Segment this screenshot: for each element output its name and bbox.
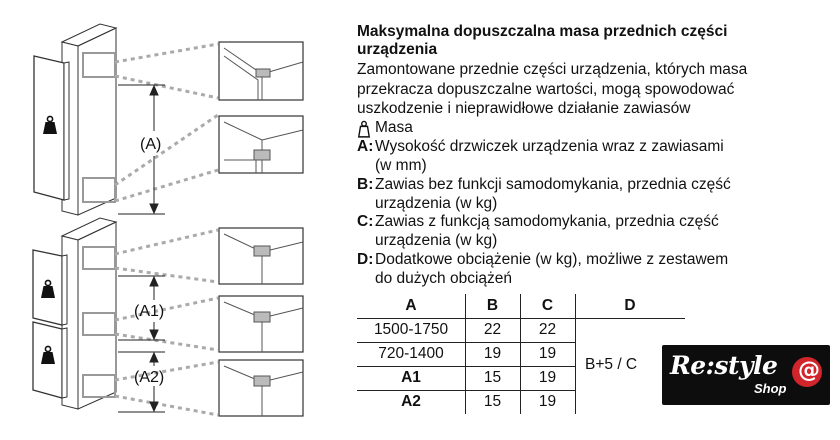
weight-icon	[357, 120, 371, 138]
legend-text: urządzenia (w kg)	[375, 231, 498, 249]
legend-text: (w mm)	[375, 156, 427, 174]
table-cell: 19	[538, 393, 557, 410]
table-cell-d-value: B+5 / C	[585, 356, 638, 373]
table-cell: 19	[538, 345, 557, 362]
legend-key: C:	[357, 213, 374, 230]
legend-text: Zawias bez funkcji samodomykania, przednia część	[375, 176, 731, 193]
heading-line: Maksymalna dopuszczalna masa przednich części	[357, 23, 728, 40]
lower-appliance	[33, 218, 116, 409]
dimension-a-label: (A)	[140, 136, 162, 153]
dimension-a1-label: (A1)	[134, 303, 165, 320]
logo-text: Re:style	[670, 351, 778, 380]
restyle-shop-logo	[662, 345, 830, 405]
intro-line: przekracza dopuszczalne wartości, mogą spowodować	[357, 80, 735, 98]
legend-text: Masa	[375, 119, 413, 136]
heading-line: urządzenia	[357, 41, 438, 58]
upper-appliance	[34, 24, 116, 215]
installation-diagram	[0, 0, 350, 440]
table-cell: 720-1400	[378, 345, 444, 362]
intro-line: Zamontowane przednie części urządzenia, których masa	[357, 61, 748, 78]
table-cell: A2	[401, 393, 421, 410]
table-header-a: A	[405, 297, 417, 314]
table-cell: A1	[401, 369, 421, 386]
table-cell: 22	[483, 321, 502, 338]
legend-text: Wysokość drzwiczek urządzenia wraz z zawiasami	[375, 138, 724, 155]
table-cell: 19	[538, 369, 557, 386]
table-cell: 15	[483, 369, 502, 386]
dimension-a2-label: (A2)	[134, 369, 165, 386]
legend-key: A:	[357, 138, 374, 155]
legend-text: do dużych obciążeń	[375, 269, 513, 287]
logo-at-glyph: @	[798, 358, 820, 383]
table-cell: 19	[483, 345, 502, 362]
table-cell: 22	[538, 321, 557, 338]
legend-key: B:	[357, 176, 374, 193]
table-header-d: D	[624, 297, 636, 314]
table-header-c: C	[541, 297, 554, 314]
section-heading	[357, 23, 727, 59]
legend-text: urządzenia (w kg)	[375, 194, 498, 212]
intro-paragraph	[357, 60, 747, 119]
table-cell: 1500-1750	[373, 321, 449, 338]
logo-subtext: Shop	[754, 381, 787, 396]
logo-at-mark	[792, 357, 822, 387]
table-cell: 15	[483, 393, 502, 410]
legend-text: Dodatkowe obciążenie (w kg), możliwe z zestawem	[375, 251, 729, 268]
legend-key: D:	[357, 251, 374, 268]
legend-text: Zawias z funkcją samodomykania, przednia część	[375, 213, 719, 230]
table-header-b: B	[486, 297, 499, 314]
intro-line: uszkodzenie i nieprawidłowe działanie zawiasów	[357, 100, 691, 117]
